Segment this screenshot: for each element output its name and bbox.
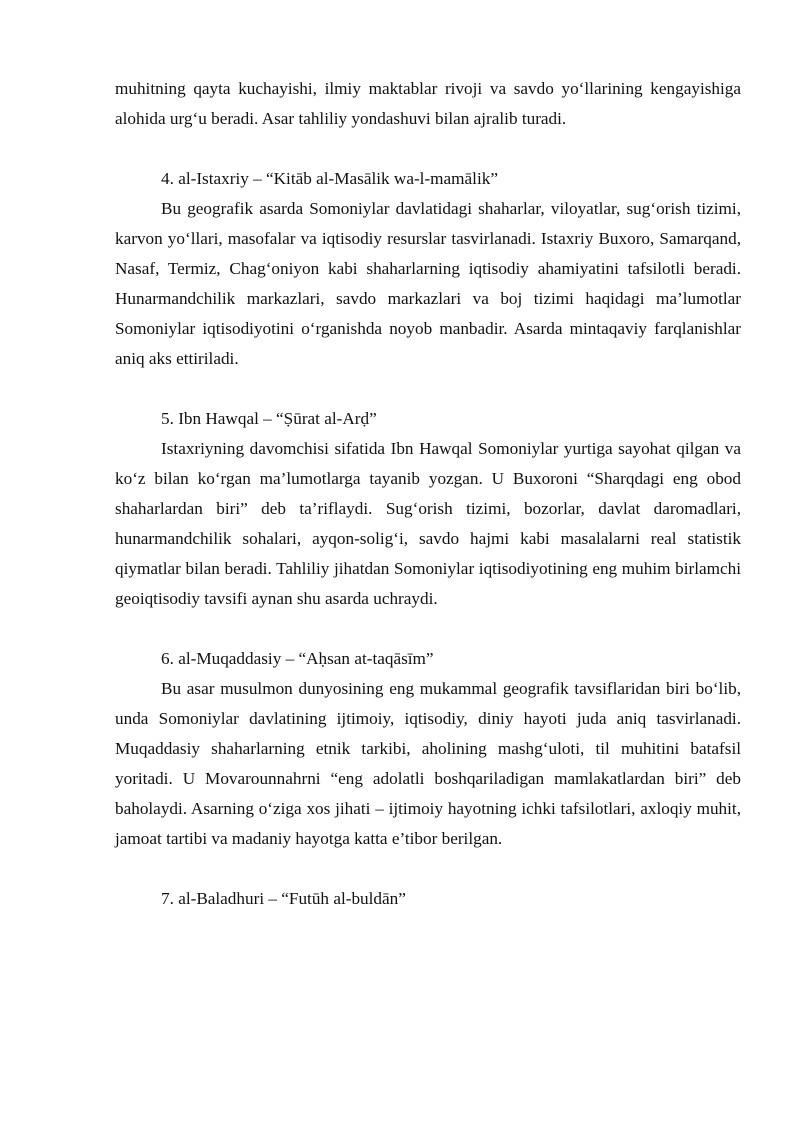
page-content: [115, 74, 741, 914]
section-heading-muqaddasiy: 6. al-Muqaddasiy – “Aḥsan at-taqāsīm”: [161, 649, 434, 668]
section-body-muqaddasiy: Bu asar musulmon dunyosining eng mukammal geografik tavsiflaridan biri bo‘lib, unda Somoniylar davlatining ijtimoiy, iqtisodiy, diniy hayoti juda aniq tasvirlanadi. Muqaddasiy shaharlarning etnik tarkibi, aholining mashg‘uloti, til muhitini batafsil yoritadi. U Movarounnahrni “eng adolatli boshqariladigan mamlakatlardan biri” deb baholaydi. Asarning o‘ziga xos jihati – ijtimoiy hayotning ichki tafsilotlari, axloqiy muhit, jamoat tartibi va madaniy hayotga katta e’tibor berilgan.: [115, 679, 741, 848]
paragraph-gap: [115, 614, 741, 644]
paragraph-gap: [115, 134, 741, 164]
paragraph-gap: [115, 854, 741, 884]
section-body-ibn-hawqal: Istaxriyning davomchisi sifatida Ibn Hawqal Somoniylar yurtiga sayohat qilgan va ko‘z bilan ko‘rgan ma’lumotlarga tayanib yozgan. U Buxoroni “Sharqdagi eng obod shaharlardan biri” deb ta’riflaydi. Sug‘orish tizimi, bozorlar, davlat daromadlari, hunarmandchilik sohalari, ayqon-solig‘i, savdo hajmi kabi masalalarni real statistik qiymatlar bilan beradi. Tahliliy jihatdan Somoniylar iqtisodiyotining eng muhim birlamchi geoiqtisodiy tavsifi aynan shu asarda uchraydi.: [115, 439, 741, 608]
paragraph-gap: [115, 374, 741, 404]
section-heading-istaxriy: 4. al-Istaxriy – “Kitāb al-Masālik wa-l-mamālik”: [161, 169, 498, 188]
section-heading-baladhuri: 7. al-Baladhuri – “Futūh al-buldān”: [161, 889, 406, 908]
section-body-istaxriy: Bu geografik asarda Somoniylar davlatidagi shaharlar, viloyatlar, sug‘orish tizimi, karvon yo‘llari, masofalar va iqtisodiy resurslar tasvirlanadi. Istaxriy Buxoro, Samarqand, Nasaf, Termiz, Chag‘oniyon kabi shaharlarning iqtisodiy ahamiyatini tafsilotli beradi. Hunarmandchilik markazlari, savdo markazlari va boj tizimi haqidagi ma’lumotlar Somoniylar iqtisodiyotini o‘rganishda noyob manbadir. Asarda mintaqaviy farqlanishlar aniq aks ettiriladi.: [115, 199, 741, 368]
continuation-paragraph: muhitning qayta kuchayishi, ilmiy maktablar rivoji va savdo yo‘llarining kengayishiga alohida urg‘u beradi. Asar tahliliy yondashuvi bilan ajralib turadi.: [115, 79, 741, 128]
section-heading-ibn-hawqal: 5. Ibn Hawqal – “Ṣūrat al-Arḍ”: [161, 409, 377, 428]
